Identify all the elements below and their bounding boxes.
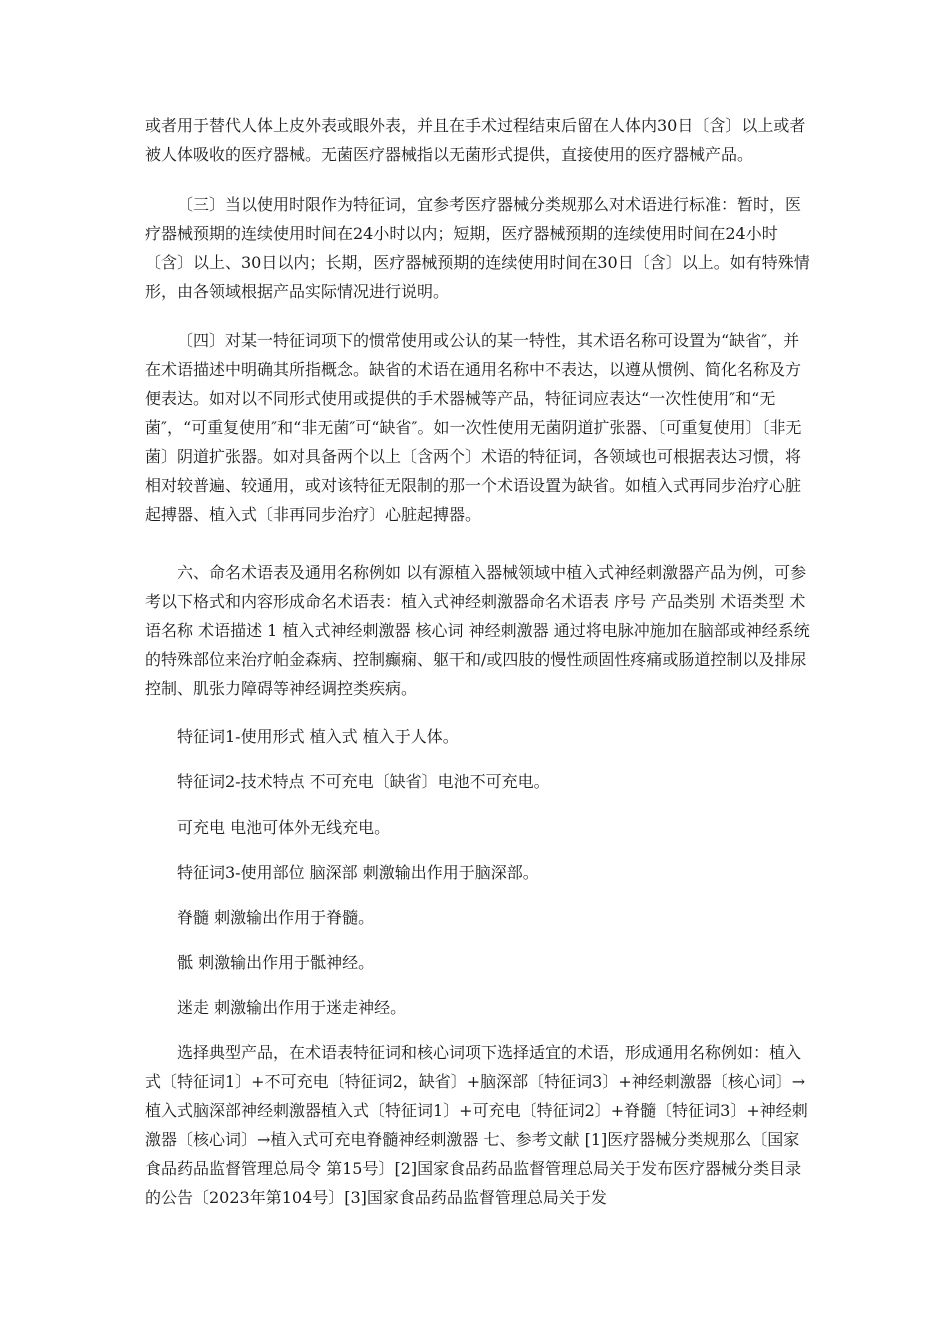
paragraph-spinal: 脊髓 刺激输出作用于脊髓。 [177,908,375,927]
paragraph-examples-references: 选择典型产品，在术语表特征词和核心词项下选择适宜的术语，形成通用名称例如：植入式〔特征词1〕+不可充电〔特征词2，缺省〕+脑深部〔特征词3〕+神经刺激器〔核心词〕→植入式脑深部神经刺激器植入式〔特征词1〕+可充电〔特征词2〕+脊髓〔特征词3〕+神经刺激器〔核心词〕→植入式可充电脊髓神经刺激器 七、参考文献 [1]医疗器械分类规那么〔国家食品药品监督管理总局令 第15号〕[2]国家食品药品监督管理总局关于发布医疗器械分类目录的公告〔2023年第104号〕[3]国家食品药品监督管理总局关于发 [145,1043,808,1207]
paragraph-vagus: 迷走 刺激输出作用于迷走神经。 [177,998,407,1017]
paragraph-rechargeable: 可充电 电池可体外无线充电。 [177,818,391,837]
paragraph-naming-table: 六、命名术语表及通用名称例如 以有源植入器械领域中植入式神经刺激器产品为例，可参考以下格式和内容形成命名术语表：植入式神经刺激器命名术语表 序号 产品类别 术语类型 术语名称 术语描述 1 植入式神经刺激器 核心词 神经刺激器 通过将电脉冲施加在脑部或神经系统的特殊部位来治疗帕金森病、控制癫痫、躯干和/或四肢的慢性顽固性疼痛或肠道控制以及排尿控制、肌张力障碍等神经调控类疾病。 [145,563,810,698]
paragraph-sterile-definition: 或者用于替代人体上皮外表或眼外表，并且在手术过程结束后留在人体内30日〔含〕以上或者被人体吸收的医疗器械。无菌医疗器械指以无菌形式提供，直接使用的医疗器械产品。 [145,116,806,164]
paragraph-usage-duration: 〔三〕当以使用时限作为特征词，宜参考医疗器械分类规那么对术语进行标准：暂时，医疗器械预期的连续使用时间在24小时以内；短期，医疗器械预期的连续使用时间在24小时〔含〕以上、30日以内；长期，医疗器械预期的连续使用时间在30日〔含〕以上。如有特殊情形，由各领域根据产品实际情况进行说明。 [145,195,810,301]
paragraph-feature-3: 特征词3-使用部位 脑深部 刺激输出作用于脑深部。 [177,863,539,882]
paragraph-feature-1: 特征词1-使用形式 植入式 植入于人体。 [177,727,459,746]
paragraph-feature-2: 特征词2-技术特点 不可充电〔缺省〕电池不可充电。 [177,772,550,791]
paragraph-default-term: 〔四〕对某一特征词项下的惯常使用或公认的某一特性，其术语名称可设置为“缺省″，并在术语描述中明确其所指概念。缺省的术语在通用名称中不表达，以遵从惯例、简化名称及方便表达。如对以不同形式使用或提供的手术器械等产品，特征词应表达“一次性使用″和“无菌″，“可重复使用″和“非无菌″可“缺省″。如一次性使用无菌阴道扩张器、〔可重复使用〕〔非无菌〕阴道扩张器。如对具备两个以上〔含两个〕术语的特征词，各领域也可根据表达习惯，将相对较普遍、较通用，或对该特征无限制的那一个术语设置为缺省。如植入式再同步治疗心脏起搏器、植入式〔非再同步治疗〕心脏起搏器。 [145,331,802,524]
paragraph-sacral: 骶 刺激输出作用于骶神经。 [177,953,375,972]
